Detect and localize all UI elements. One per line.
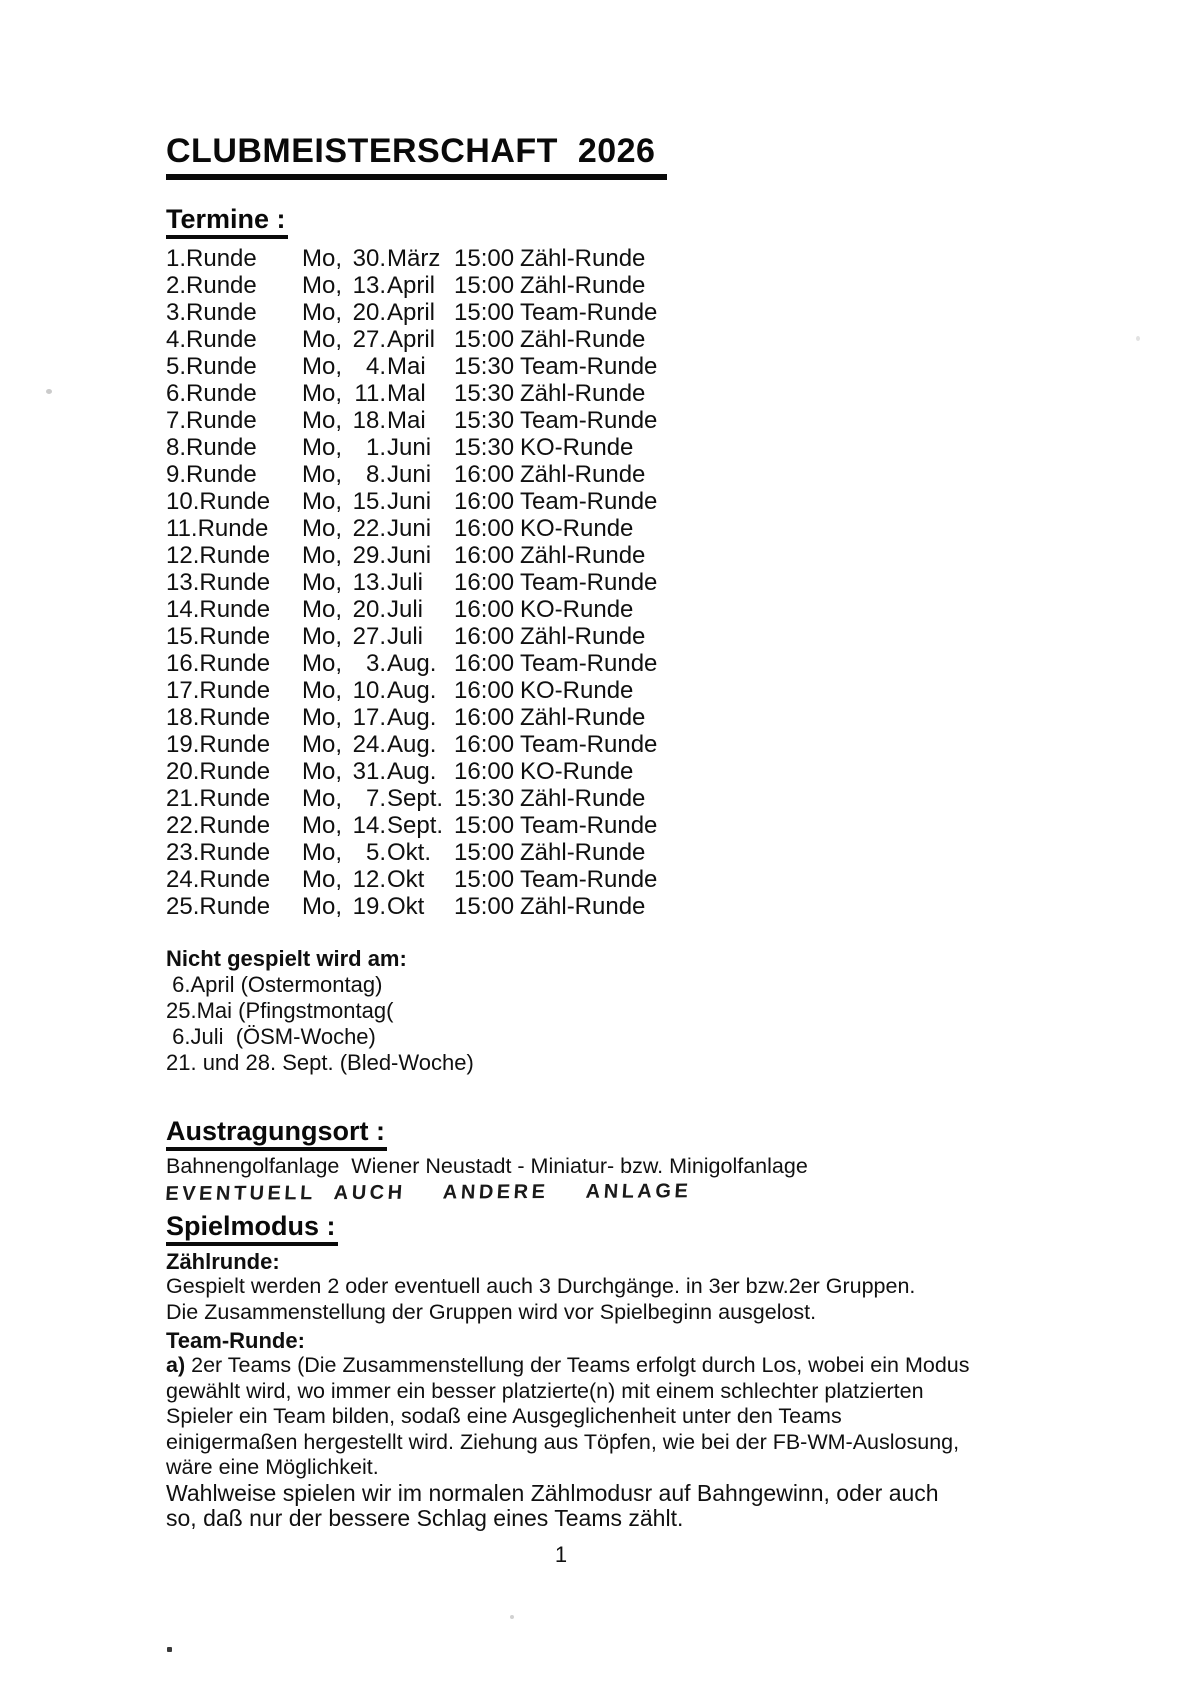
round-month: Juni [387, 542, 432, 569]
round-number: 3.Runde [166, 299, 257, 326]
round-month: Mal [387, 380, 426, 407]
round-weekday: Mo, [302, 893, 343, 920]
round-type: Zähl-Runde [520, 245, 646, 272]
teamrunde-first-text: 2er Teams (Die Zusammenstellung der Teams erfolgt durch Los, wobei ein Modus [191, 1353, 970, 1377]
round-day-of-month: 3. [365, 650, 386, 677]
round-time: 16:00 [454, 596, 515, 623]
teamrunde-text-line: wäre eine Möglichkeit. [166, 1455, 379, 1479]
round-month: Okt [387, 866, 425, 893]
teamrunde-text-line: Spieler ein Team bilden, sodaß eine Ausgeglichenheit unter den Teams [166, 1404, 842, 1428]
round-row [166, 245, 996, 272]
nicht-gespielt-heading: Nicht gespielt wird am: [166, 946, 407, 971]
round-time: 15:00 [454, 893, 515, 920]
round-month: Aug. [387, 650, 437, 677]
round-month: Aug. [387, 731, 437, 758]
round-weekday: Mo, [302, 839, 343, 866]
round-row [166, 515, 996, 542]
round-month: Okt. [387, 839, 432, 866]
round-time: 15:00 [454, 812, 515, 839]
round-weekday: Mo, [302, 758, 343, 785]
round-number: 10.Runde [166, 488, 271, 515]
round-weekday: Mo, [302, 299, 343, 326]
round-day-of-month: 29. [352, 542, 386, 569]
round-weekday: Mo, [302, 326, 343, 353]
round-time: 15:00 [454, 245, 515, 272]
round-number: 6.Runde [166, 380, 257, 407]
round-row [166, 542, 996, 569]
round-row [166, 353, 996, 380]
round-time: 15:00 [454, 839, 515, 866]
round-weekday: Mo, [302, 596, 343, 623]
round-day-of-month: 31. [352, 758, 386, 785]
round-weekday: Mo, [302, 677, 343, 704]
round-time: 16:00 [454, 731, 515, 758]
zaehlrunde-text-line: Gespielt werden 2 oder eventuell auch 3 Durchgänge. in 3er bzw.2er Gruppen. [166, 1274, 916, 1298]
nicht-gespielt-date: 6.April (Ostermontag) [166, 972, 383, 997]
round-time: 15:00 [454, 866, 515, 893]
round-row [166, 596, 996, 623]
round-day-of-month: 5. [365, 839, 386, 866]
round-type: Zähl-Runde [520, 893, 646, 920]
round-weekday: Mo, [302, 812, 343, 839]
round-row [166, 488, 996, 515]
round-day-of-month: 11. [354, 380, 386, 407]
round-month: Mai [387, 353, 426, 380]
round-time: 16:00 [454, 569, 515, 596]
round-time: 16:00 [454, 623, 515, 650]
zaehlrunde-paragraph [166, 1274, 996, 1325]
round-month: Juni [387, 515, 432, 542]
round-day-of-month: 8. [365, 461, 386, 488]
round-day-of-month: 1. [365, 434, 386, 461]
round-day-of-month: 22. [352, 515, 386, 542]
round-row [166, 272, 996, 299]
round-number: 20.Runde [166, 758, 271, 785]
round-month: Sept. [387, 785, 444, 812]
round-month: Juli [387, 569, 424, 596]
round-row [166, 434, 996, 461]
round-day-of-month: 18. [352, 407, 386, 434]
round-day-of-month: 19. [352, 893, 386, 920]
round-time: 16:00 [454, 758, 515, 785]
round-weekday: Mo, [302, 434, 343, 461]
zaehlrunde-label: Zählrunde: [166, 1249, 280, 1274]
round-time: 15:30 [454, 380, 515, 407]
round-type: Zähl-Runde [520, 272, 646, 299]
round-row [166, 866, 996, 893]
round-weekday: Mo, [302, 515, 343, 542]
round-time: 15:30 [454, 434, 515, 461]
round-time: 15:00 [454, 326, 515, 353]
teamrunde-text-line: gewählt wird, wo immer ein besser platzierte(n) mit einem schlechter platzierten [166, 1378, 924, 1403]
round-row [166, 677, 996, 704]
round-type: KO-Runde [520, 596, 634, 623]
round-weekday: Mo, [302, 380, 343, 407]
teamrunde-first-line [166, 1353, 996, 1379]
round-row [166, 812, 996, 839]
round-type: Zähl-Runde [520, 785, 646, 812]
round-month: Juli [387, 596, 424, 623]
round-number: 4.Runde [166, 326, 257, 353]
round-weekday: Mo, [302, 866, 343, 893]
round-day-of-month: 27. [352, 326, 386, 353]
round-row [166, 623, 996, 650]
round-month: Aug. [387, 758, 437, 785]
round-type: Team-Runde [520, 731, 658, 758]
round-number: 11.Runde [166, 515, 269, 542]
round-number: 12.Runde [166, 542, 271, 569]
round-type: Zähl-Runde [520, 326, 646, 353]
round-type: Team-Runde [520, 569, 658, 596]
scan-speck [167, 1647, 172, 1652]
round-weekday: Mo, [302, 353, 343, 380]
round-type: Team-Runde [520, 407, 658, 434]
round-type: Zähl-Runde [520, 542, 646, 569]
round-time: 16:00 [454, 515, 515, 542]
termine-section [166, 180, 996, 920]
round-weekday: Mo, [302, 623, 343, 650]
nicht-gespielt-section [166, 946, 996, 1076]
round-row [166, 839, 996, 866]
round-type: Zähl-Runde [520, 461, 646, 488]
teamrunde-text-line: einigermaßen hergestellt wird. Ziehung aus Töpfen, wie bei der FB-WM-Auslosung, [166, 1429, 960, 1454]
round-month: Aug. [387, 677, 437, 704]
round-number: 17.Runde [166, 677, 271, 704]
nicht-gespielt-date: 6.Juli (ÖSM-Woche) [166, 1024, 376, 1049]
round-weekday: Mo, [302, 569, 343, 596]
handwritten-annotation: EVENTUELL AUCH ANDERE ANLAGE [164, 1180, 693, 1205]
round-weekday: Mo, [302, 407, 343, 434]
nicht-gespielt-date: 25.Mai (Pfingstmontag( [166, 998, 394, 1023]
round-number: 24.Runde [166, 866, 271, 893]
round-type: Team-Runde [520, 866, 658, 893]
round-type: Team-Runde [520, 812, 658, 839]
austragungsort-section [166, 1076, 996, 1205]
scan-speck [1136, 336, 1140, 341]
round-time: 15:00 [454, 272, 515, 299]
round-month: Juni [387, 488, 432, 515]
round-number: 13.Runde [166, 569, 271, 596]
document-content [166, 0, 996, 1567]
round-number: 7.Runde [166, 407, 257, 434]
termine-heading: Termine : [166, 204, 288, 239]
round-number: 23.Runde [166, 839, 271, 866]
teamrunde-list-marker: a) [166, 1353, 186, 1377]
round-row [166, 326, 996, 353]
page-number: 1 [554, 1541, 568, 1567]
round-month: März [387, 245, 441, 272]
round-weekday: Mo, [302, 488, 343, 515]
round-day-of-month: 17. [352, 704, 386, 731]
round-time: 15:30 [454, 785, 515, 812]
round-type: Zähl-Runde [520, 839, 646, 866]
round-row [166, 569, 996, 596]
round-number: 14.Runde [166, 596, 271, 623]
round-time: 16:00 [454, 650, 515, 677]
round-day-of-month: 10. [352, 677, 386, 704]
round-time: 15:00 [454, 299, 515, 326]
round-type: Zähl-Runde [520, 623, 646, 650]
round-type: Team-Runde [520, 353, 658, 380]
round-row [166, 758, 996, 785]
round-time: 16:00 [454, 704, 515, 731]
round-day-of-month: 7. [365, 785, 386, 812]
round-weekday: Mo, [302, 731, 343, 758]
wahlweise-paragraph [166, 1481, 996, 1532]
round-month: Juni [387, 434, 432, 461]
wahlweise-text-line: Wahlweise spielen wir im normalen Zählmodusr auf Bahngewinn, oder auch [166, 1479, 939, 1506]
round-type: KO-Runde [520, 515, 634, 542]
round-weekday: Mo, [302, 704, 343, 731]
round-type: Zähl-Runde [520, 380, 646, 407]
round-number: 8.Runde [166, 434, 257, 461]
round-day-of-month: 30. [352, 245, 386, 272]
round-row [166, 461, 996, 488]
teamrunde-label: Team-Runde: [166, 1328, 305, 1353]
spielmodus-heading: Spielmodus : [166, 1211, 338, 1246]
round-month: Okt [387, 893, 425, 920]
round-number: 19.Runde [166, 731, 271, 758]
round-type: Team-Runde [520, 650, 658, 677]
scan-speck [46, 389, 52, 394]
round-row [166, 650, 996, 677]
round-type: Zähl-Runde [520, 704, 646, 731]
round-month: Mai [387, 407, 426, 434]
round-time: 15:30 [454, 407, 515, 434]
round-row [166, 893, 996, 920]
round-number: 9.Runde [166, 461, 257, 488]
round-number: 18.Runde [166, 704, 271, 731]
round-type: KO-Runde [520, 758, 634, 785]
spielmodus-section [166, 1205, 996, 1532]
round-weekday: Mo, [302, 272, 343, 299]
round-type: Team-Runde [520, 488, 658, 515]
round-day-of-month: 24. [352, 731, 386, 758]
round-day-of-month: 27. [352, 623, 386, 650]
teamrunde-paragraph [166, 1379, 996, 1481]
round-row [166, 407, 996, 434]
rounds-schedule-table [166, 245, 996, 920]
round-number: 15.Runde [166, 623, 271, 650]
round-type: KO-Runde [520, 434, 634, 461]
round-month: April [387, 299, 436, 326]
austragungsort-heading: Austragungsort : [166, 1116, 387, 1151]
round-weekday: Mo, [302, 785, 343, 812]
nicht-gespielt-list [166, 972, 996, 1076]
round-row [166, 704, 996, 731]
round-day-of-month: 12. [352, 866, 386, 893]
round-row [166, 380, 996, 407]
round-time: 15:30 [454, 353, 515, 380]
zaehlrunde-text-line: Die Zusammenstellung der Gruppen wird vor Spielbeginn ausgelost. [166, 1299, 817, 1324]
scan-speck [510, 1615, 514, 1619]
round-number: 2.Runde [166, 272, 257, 299]
round-month: April [387, 272, 436, 299]
round-time: 16:00 [454, 542, 515, 569]
round-number: 1.Runde [166, 245, 257, 272]
round-row [166, 731, 996, 758]
wahlweise-text-line: so, daß nur der bessere Schlag eines Teams zählt. [166, 1505, 684, 1531]
round-weekday: Mo, [302, 650, 343, 677]
round-number: 16.Runde [166, 650, 271, 677]
round-row [166, 299, 996, 326]
round-type: KO-Runde [520, 677, 634, 704]
round-number: 25.Runde [166, 893, 271, 920]
round-day-of-month: 14. [352, 812, 386, 839]
round-day-of-month: 13. [352, 569, 386, 596]
nicht-gespielt-date: 21. und 28. Sept. (Bled-Woche) [166, 1050, 474, 1075]
round-month: Sept. [387, 812, 444, 839]
austragungsort-text: Bahnengolfanlage Wiener Neustadt - Miniatur- bzw. Minigolfanlage [166, 1154, 808, 1178]
round-time: 16:00 [454, 461, 515, 488]
round-weekday: Mo, [302, 245, 343, 272]
round-month: Juli [387, 623, 424, 650]
round-time: 16:00 [454, 488, 515, 515]
round-number: 5.Runde [166, 353, 257, 380]
round-day-of-month: 13. [352, 272, 386, 299]
round-weekday: Mo, [302, 542, 343, 569]
round-number: 22.Runde [166, 812, 271, 839]
round-weekday: Mo, [302, 461, 343, 488]
round-day-of-month: 20. [352, 596, 386, 623]
round-row [166, 785, 996, 812]
round-month: Juni [387, 461, 432, 488]
round-day-of-month: 4. [365, 353, 386, 380]
round-month: Aug. [387, 704, 437, 731]
round-day-of-month: 20. [352, 299, 386, 326]
document-title: CLUBMEISTERSCHAFT 2026 [166, 132, 667, 180]
round-time: 16:00 [454, 677, 515, 704]
round-day-of-month: 15. [352, 488, 386, 515]
round-number: 21.Runde [166, 785, 271, 812]
round-type: Team-Runde [520, 299, 658, 326]
round-month: April [387, 326, 436, 353]
